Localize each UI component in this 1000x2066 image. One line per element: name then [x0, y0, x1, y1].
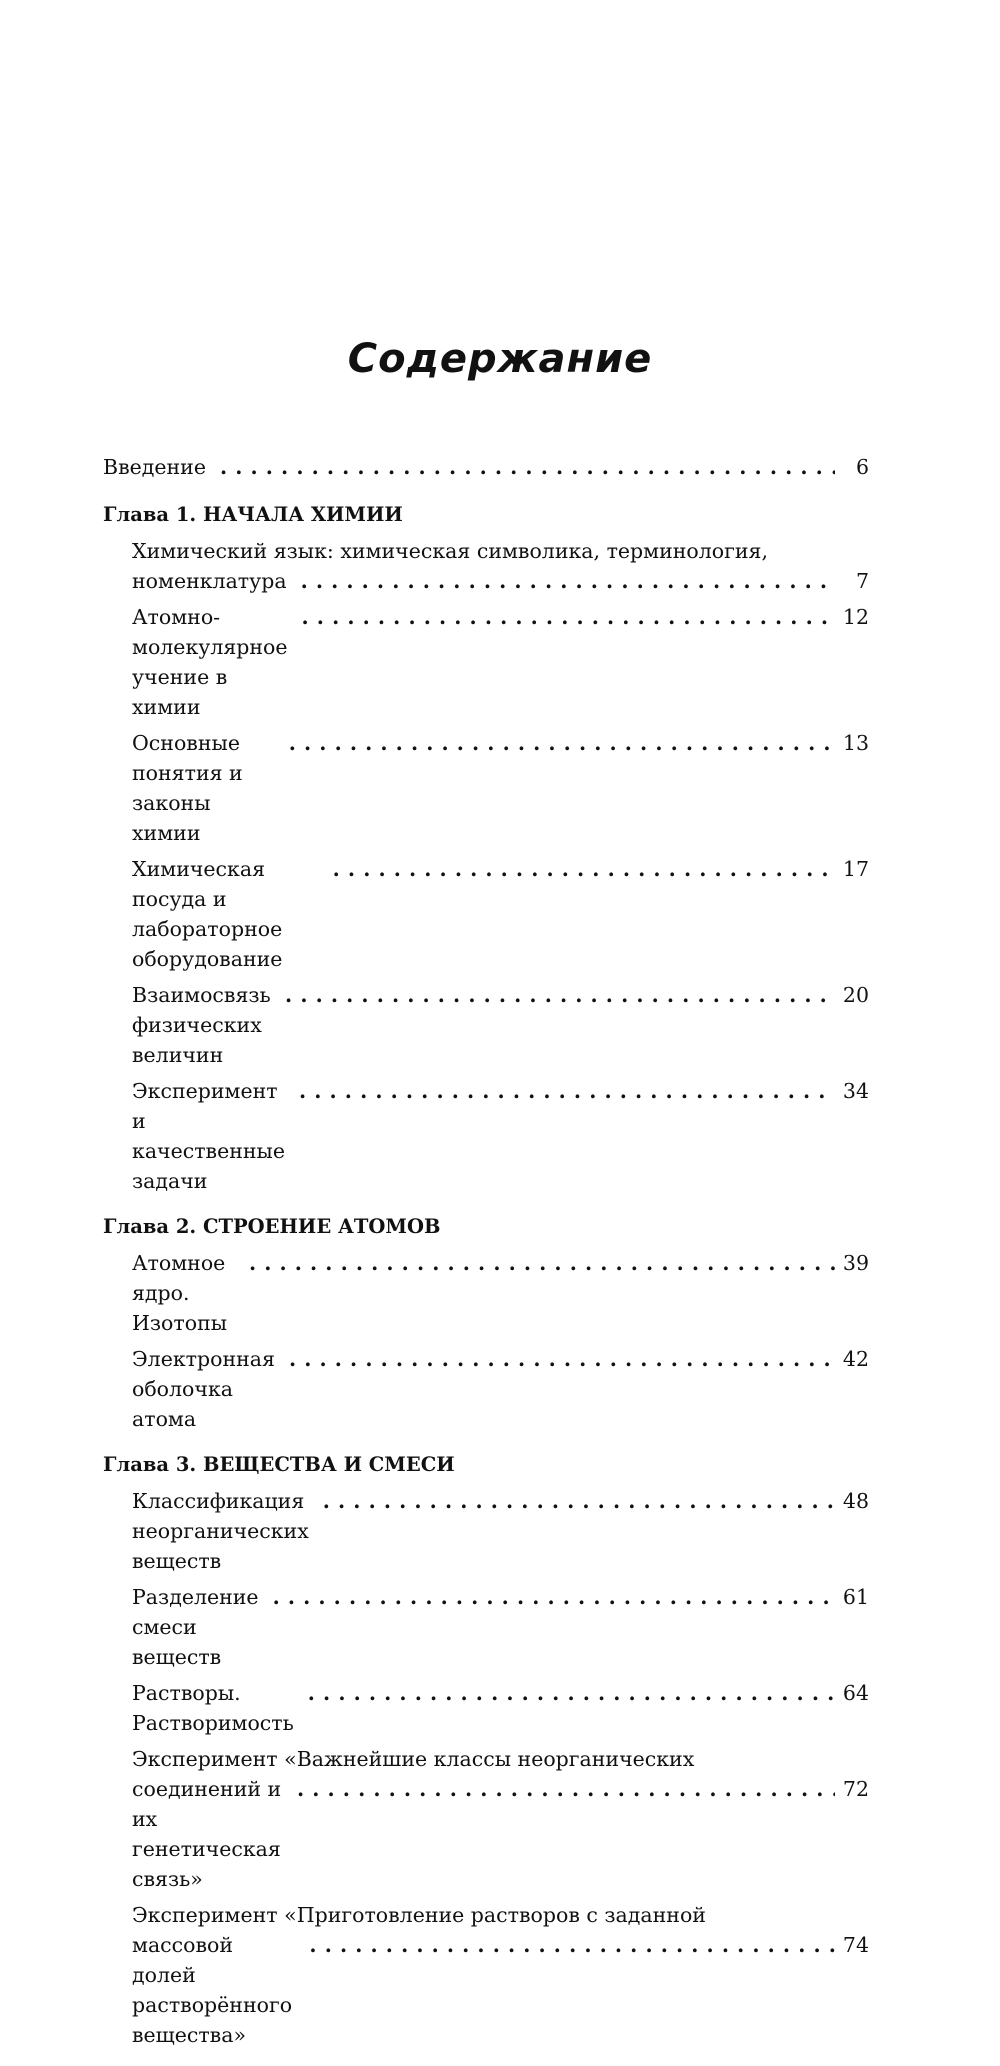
toc-entry-label: Введение [103, 455, 206, 479]
toc-page-number: 6 [855, 455, 869, 479]
page-title: Содержание [347, 336, 653, 382]
dot-leader [273, 1582, 835, 1612]
toc-entry[interactable] [132, 1744, 869, 1894]
toc-page-number: 12 [842, 605, 869, 629]
toc-page-number: 39 [842, 1251, 869, 1275]
dot-leader [297, 1774, 835, 1804]
toc-entry-label: Взаимосвязь физических величин [132, 983, 271, 1067]
toc-entry[interactable] [132, 1344, 869, 1434]
toc-page-number: 7 [855, 569, 869, 593]
toc-page-number: 74 [842, 1933, 869, 1957]
toc-page-number: 48 [842, 1489, 869, 1513]
toc-entry[interactable] [132, 1582, 869, 1672]
dot-leader [309, 1930, 834, 1960]
dot-leader [308, 1678, 835, 1708]
toc-entry-label-line-2: массовой долей растворённого вещества» [132, 1933, 293, 2047]
toc-entry-label: Классификация неорганических веществ [132, 1489, 309, 1573]
dot-leader [323, 1486, 835, 1516]
toc-entry-label: Основные понятия и законы химии [132, 731, 243, 845]
chapter-2 [103, 1212, 869, 1434]
toc-entry-label: Атомно-молекулярное учение в химии [132, 605, 288, 719]
chapter-3 [103, 1450, 869, 2050]
chapter-heading[interactable]: Глава 1. НАЧАЛА ХИМИИ [103, 503, 403, 526]
toc-entry-label: Атомное ядро. Изотопы [132, 1251, 228, 1335]
toc-entry[interactable] [132, 536, 869, 596]
dot-leader [285, 980, 835, 1010]
toc-entry[interactable] [132, 1486, 869, 1576]
toc-page-number: 42 [842, 1347, 869, 1371]
dot-leader [289, 1344, 835, 1374]
dot-leader [220, 452, 835, 482]
toc-page-number: 61 [842, 1585, 869, 1609]
toc-page-number: 34 [842, 1079, 869, 1103]
toc-entry-label: Растворы. Растворимость [132, 1681, 294, 1735]
toc-entry-label-line-1: Химический язык: химическая символика, терминология, [132, 539, 768, 563]
toc-entry[interactable] [132, 1900, 869, 2050]
chapter-heading[interactable]: Глава 2. СТРОЕНИЕ АТОМОВ [103, 1215, 441, 1238]
table-of-contents [103, 452, 869, 2066]
dot-leader [301, 566, 835, 596]
toc-entry-label-line-2: номенклатура [132, 569, 287, 593]
dot-leader [249, 1248, 835, 1278]
chapter-heading[interactable]: Глава 3. ВЕЩЕСТВА И СМЕСИ [103, 1453, 455, 1476]
toc-entry-label: Химическая посуда и лабораторное оборудование [132, 857, 283, 971]
toc-entry-label-line-1: Эксперимент «Важнейшие классы неорганических [132, 1747, 695, 1771]
toc-page-number: 13 [842, 731, 869, 755]
dot-leader [299, 1076, 835, 1106]
toc-entry-label: Эксперимент и качественные задачи [132, 1079, 285, 1193]
toc-page-number: 72 [842, 1777, 869, 1801]
toc-entry[interactable] [132, 1076, 869, 1196]
toc-page-number: 64 [842, 1681, 869, 1705]
toc-entry[interactable] [132, 1248, 869, 1338]
toc-entry[interactable] [132, 1678, 869, 1738]
dot-leader [302, 602, 835, 632]
toc-entry-introduction[interactable] [103, 452, 869, 482]
toc-entry[interactable] [132, 854, 869, 974]
toc-entry-label: Электронная оболочка атома [132, 1347, 275, 1431]
chapter-1 [103, 500, 869, 1196]
toc-entry-label-line-1: Эксперимент «Приготовление растворов с заданной [132, 1903, 706, 1927]
dot-leader [333, 854, 835, 884]
toc-entry-label-line-2: соединений и их генетическая связь» [132, 1777, 282, 1891]
toc-entry[interactable] [132, 980, 869, 1070]
toc-page-number: 20 [842, 983, 869, 1007]
toc-entry[interactable] [132, 728, 869, 848]
dot-leader [289, 728, 835, 758]
toc-entry-label: Разделение смеси веществ [132, 1585, 259, 1669]
toc-page-number: 17 [842, 857, 869, 881]
toc-entry[interactable] [132, 602, 869, 722]
